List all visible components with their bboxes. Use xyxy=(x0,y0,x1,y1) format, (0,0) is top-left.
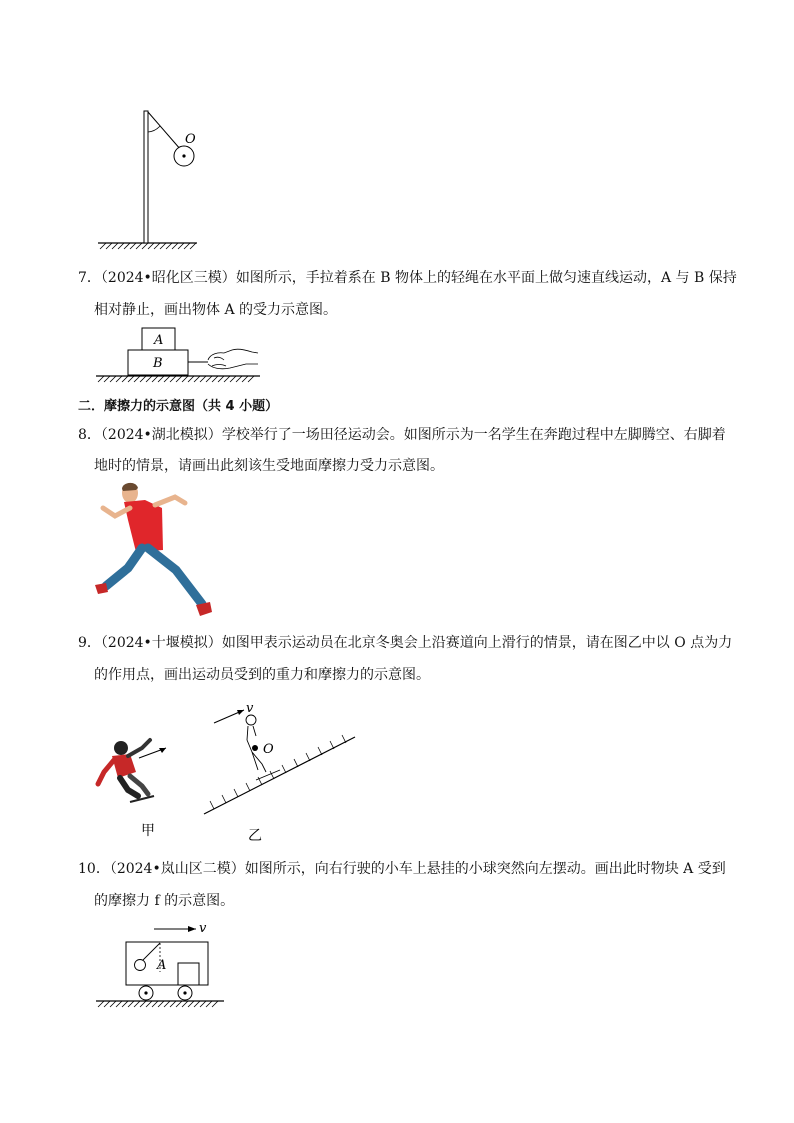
question-number: 7． xyxy=(78,270,101,286)
block-a-label: A xyxy=(154,333,164,348)
question-number: 9． xyxy=(78,635,101,651)
figure-jia-label: 甲 xyxy=(141,823,155,839)
question-text: 学校举行了一场田径运动会。如图所示为一名学生在奔跑过程中左脚腾空、右脚着 xyxy=(221,427,726,443)
question-source: （2024•十堰模拟） xyxy=(100,635,222,651)
figure-yi-label: 乙 xyxy=(248,828,262,844)
question-source: （2024•岚山区二模） xyxy=(109,861,245,877)
section-heading: 二．摩擦力的示意图（共 4 小题） xyxy=(78,399,279,414)
question-7-line2: 相对静止，画出物体 A 的受力示意图。 xyxy=(94,302,338,318)
block-b-label: B xyxy=(153,356,163,371)
question-text: 如图甲表示运动员在北京冬奥会上沿赛道向上滑行的情景，请在图乙中以 O 点为力 xyxy=(221,635,733,651)
block-a-label: A xyxy=(157,958,167,973)
question-9-line2: 的作用点，画出运动员受到的重力和摩擦力的示意图。 xyxy=(94,667,430,683)
question-source: （2024•湖北模拟） xyxy=(100,427,222,443)
question-number: 8． xyxy=(78,427,101,443)
question-number: 10． xyxy=(78,861,110,877)
question-10-line2: 的摩擦力 f 的示意图。 xyxy=(94,893,235,909)
question-text: 如图所示，手拉着系在 B 物体上的轻绳在水平面上做匀速直线运动，A 与 B 保持 xyxy=(235,270,737,286)
point-o-label: O xyxy=(263,742,274,757)
velocity-label: v xyxy=(199,921,207,936)
velocity-label: v xyxy=(246,701,254,716)
question-text: 如图所示，向右行驶的小车上悬挂的小球突然向左摆动。画出此时物块 A 受到 xyxy=(244,861,726,877)
question-source: （2024•昭化区三模） xyxy=(100,270,236,286)
question-8-line2: 地时的情景，请画出此刻该生受地面摩擦力受力示意图。 xyxy=(94,458,444,474)
point-o-label: O xyxy=(185,132,196,147)
